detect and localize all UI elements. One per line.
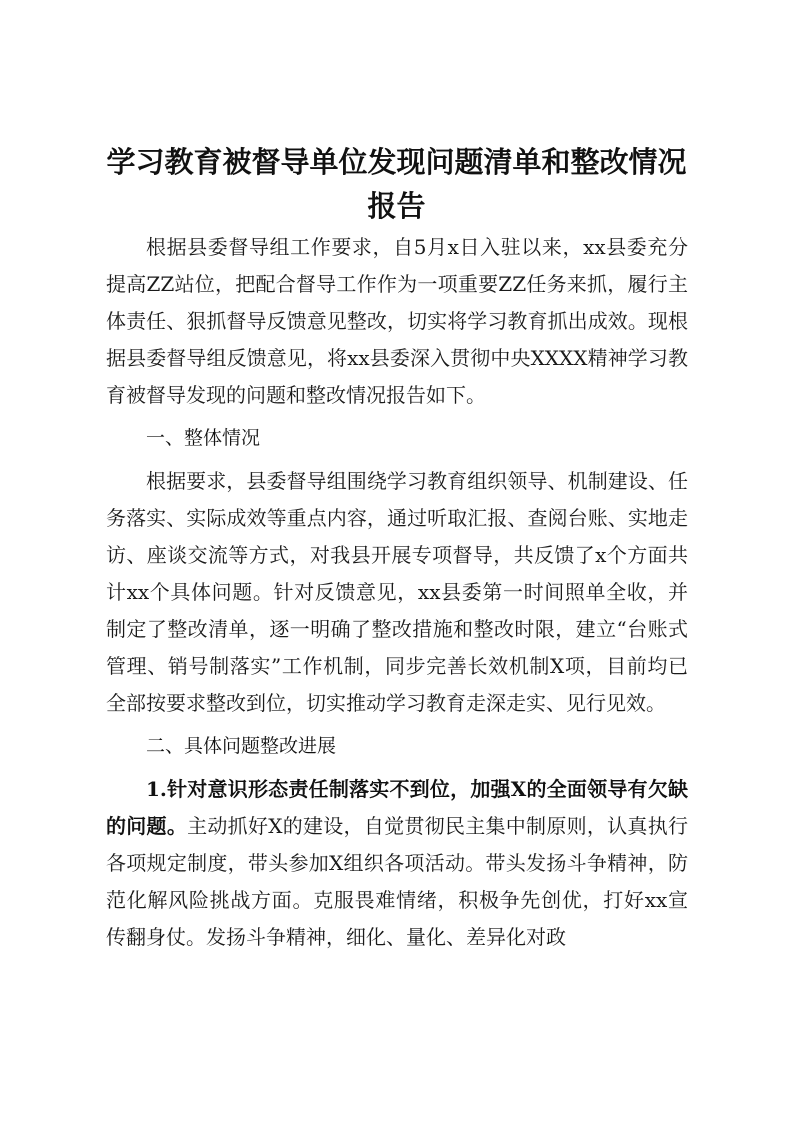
document-title: 学习教育被督导单位发现问题清单和整改情况报告 xyxy=(106,145,687,223)
section-heading-overall: 一、整体情况 xyxy=(146,427,261,449)
section-heading-progress: 二、具体问题整改进展 xyxy=(146,735,337,757)
overall-paragraph: 根据要求，县委督导组围绕学习教育组织领导、机制建设、任务落实、实际成效等重点内容，通过听取汇报、查阅台账、实地走访、座谈交流等方式，对我县开展专项督导，共反馈了x个方面共计xx个具体问题。针对反馈意见，xx县委第一时间照单全收，并制定了整改清单，逐一明确了整改措施和整改时限，建立“台账式管理、销号制落实”工作机制，同步完善长效机制X项，目前均已全部按要求整改到位，切实推动学习教育走深走实、见行见效。 xyxy=(106,469,688,715)
item-1-paragraph xyxy=(106,771,688,956)
document-body xyxy=(106,229,688,956)
intro-paragraph: 根据县委督导组工作要求，自5月x日入驻以来，xx县委充分提高ZZ站位，把配合督导工作作为一项重要ZZ任务来抓，履行主体责任、狠抓督导反馈意见整改，切实将学习教育抓出成效。现根据县委督导组反馈意见，将xx县委深入贯彻中央XXXX精神学习教育被督导发现的问题和整改情况报告如下。 xyxy=(106,235,688,407)
item-1-lead: 1.针对意识形态责任制落实不到位，加强X的全面领导有欠缺的问题。 xyxy=(106,777,688,838)
item-1-text: 主动抓好X的建设，自觉贯彻民主集中制原则，认真执行各项规定制度，带头参加X组织各项活动。带头发扬斗争精神，防范化解风险挑战方面。克服畏难情绪，积极争先创优，打好xx宣传翻身仗。发扬斗争精神，细化、量化、差异化对政 xyxy=(106,814,688,949)
